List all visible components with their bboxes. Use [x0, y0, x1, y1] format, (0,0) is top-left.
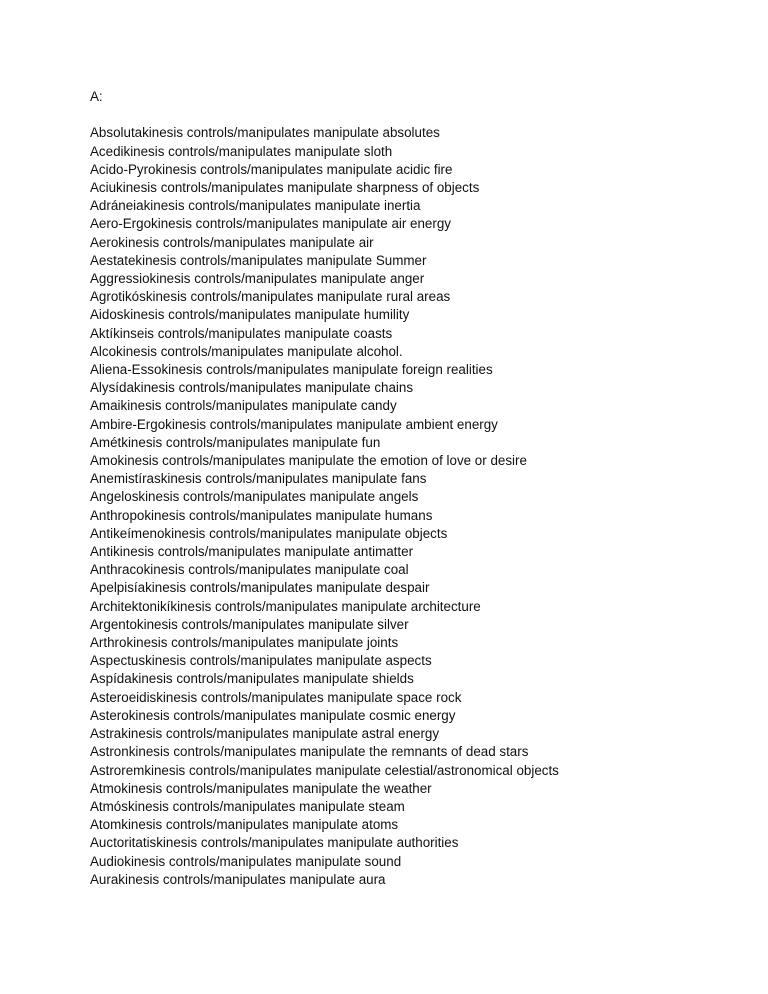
list-item: Aerokinesis controls/manipulates manipulate air: [90, 234, 374, 250]
list-item: Aliena-Essokinesis controls/manipulates manipulate foreign realities: [90, 362, 493, 378]
list-item: Aidoskinesis controls/manipulates manipulate humility: [90, 307, 410, 323]
list-item: Acido-Pyrokinesis controls/manipulates manipulate acidic fire: [90, 161, 453, 177]
list-item: Antikinesis controls/manipulates manipulate antimatter: [90, 544, 414, 560]
list-item: Absolutakinesis controls/manipulates manipulate absolutes: [90, 125, 440, 141]
list-item: Anemistíraskinesis controls/manipulates manipulate fans: [90, 471, 427, 487]
entry-list: [90, 124, 730, 889]
list-item: Asterokinesis controls/manipulates manipulate cosmic energy: [90, 707, 456, 723]
list-item: Atmokinesis controls/manipulates manipulate the weather: [90, 780, 432, 796]
list-item: Aspectuskinesis controls/manipulates manipulate aspects: [90, 653, 432, 669]
list-item: Amokinesis controls/manipulates manipulate the emotion of love or desire: [90, 453, 527, 469]
list-item: Antikeímenokinesis controls/manipulates manipulate objects: [90, 525, 448, 541]
list-item: Astroremkinesis controls/manipulates manipulate celestial/astronomical objects: [90, 762, 559, 778]
list-item: Apelpisíakinesis controls/manipulates manipulate despair: [90, 580, 430, 596]
list-item: Ambire-Ergokinesis controls/manipulates manipulate ambient energy: [90, 416, 498, 432]
list-item: Aciukinesis controls/manipulates manipulate sharpness of objects: [90, 180, 480, 195]
list-item: Adráneiakinesis controls/manipulates manipulate inertia: [90, 198, 421, 214]
list-item: Audiokinesis controls/manipulates manipulate sound: [90, 853, 402, 869]
list-item: Anthracokinesis controls/manipulates manipulate coal: [90, 562, 409, 578]
list-item: Astronkinesis controls/manipulates manipulate the remnants of dead stars: [90, 744, 529, 760]
list-item: Acedikinesis controls/manipulates manipulate sloth: [90, 143, 393, 159]
list-item: Aggressiokinesis controls/manipulates manipulate anger: [90, 271, 425, 287]
list-item: Atomkinesis controls/manipulates manipulate atoms: [90, 817, 399, 833]
list-item: Atmóskinesis controls/manipulates manipulate steam: [90, 798, 405, 814]
list-item: Amétkinesis controls/manipulates manipulate fun: [90, 434, 381, 450]
list-item: Aspídakinesis controls/manipulates manipulate shields: [90, 671, 414, 687]
list-item: Amaikinesis controls/manipulates manipulate candy: [90, 398, 397, 414]
list-item: Anthropokinesis controls/manipulates manipulate humans: [90, 507, 433, 523]
list-item: Architektonikíkinesis controls/manipulates manipulate architecture: [90, 598, 481, 614]
list-item: Agrotikóskinesis controls/manipulates manipulate rural areas: [90, 289, 451, 305]
list-item: Aurakinesis controls/manipulates manipulate aura: [90, 871, 386, 887]
list-item: Arthrokinesis controls/manipulates manipulate joints: [90, 635, 399, 651]
list-item: Alysídakinesis controls/manipulates manipulate chains: [90, 380, 414, 396]
list-item: Asteroeidiskinesis controls/manipulates manipulate space rock: [90, 689, 462, 705]
list-item: Angeloskinesis controls/manipulates manipulate angels: [90, 489, 419, 505]
list-item: Argentokinesis controls/manipulates manipulate silver: [90, 616, 409, 632]
document-body: [90, 88, 730, 889]
list-item: Aestatekinesis controls/manipulates manipulate Summer: [90, 252, 427, 268]
list-item: Aktíkinseis controls/manipulates manipulate coasts: [90, 325, 393, 341]
list-item: Auctoritatiskinesis controls/manipulates manipulate authorities: [90, 835, 459, 851]
list-item: Aero-Ergokinesis controls/manipulates manipulate air energy: [90, 216, 451, 232]
list-item: Alcokinesis controls/manipulates manipulate alcohol.: [90, 343, 403, 359]
list-item: Astrakinesis controls/manipulates manipulate astral energy: [90, 726, 440, 742]
section-heading: A:: [90, 89, 103, 104]
